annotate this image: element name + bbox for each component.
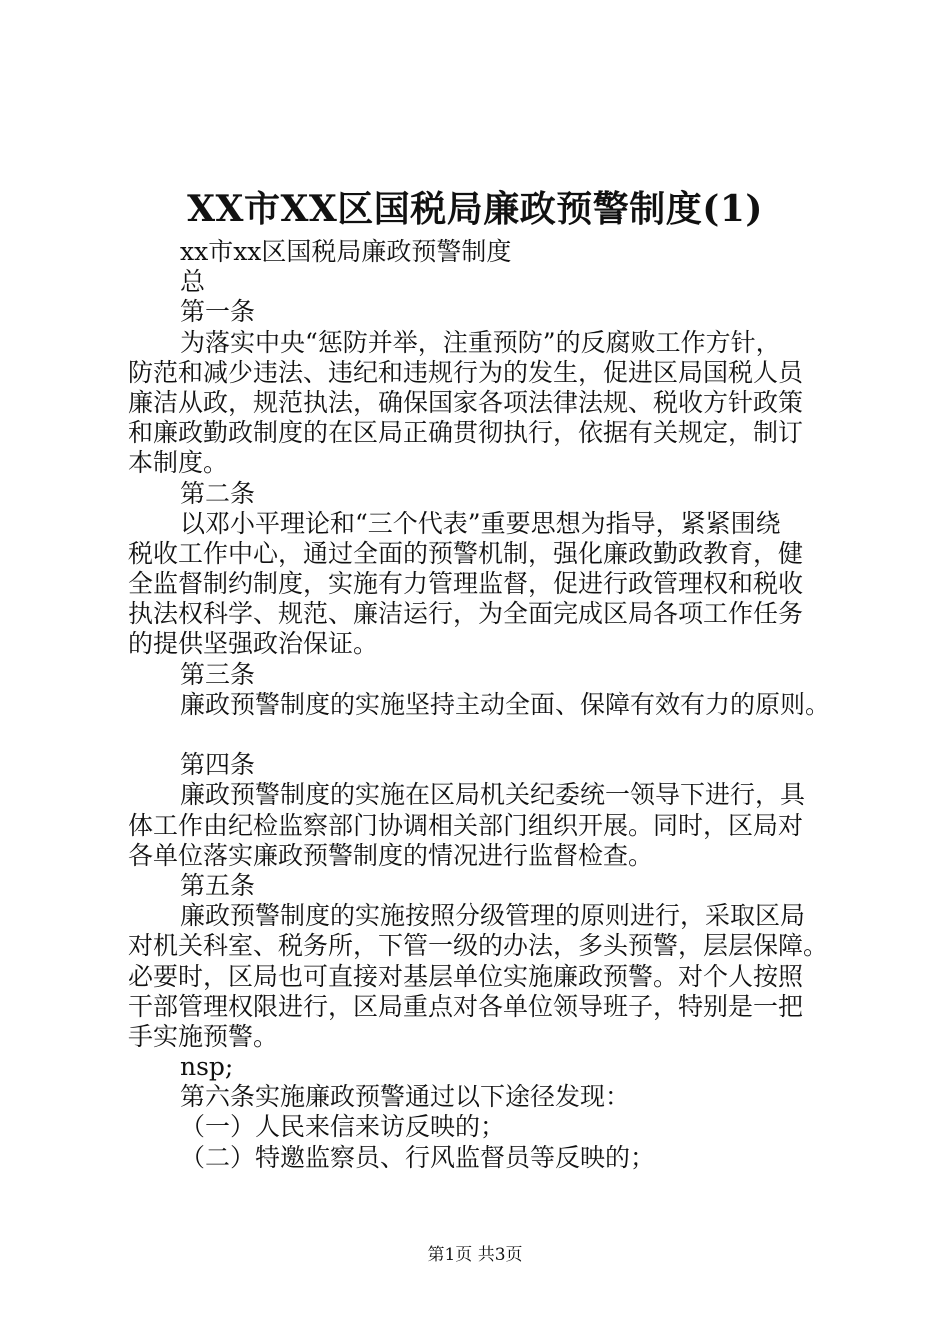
- article-heading: 第三条: [180, 659, 256, 689]
- document-title: XX市XX区国税局廉政预警制度(1): [187, 188, 763, 230]
- paragraph-line: 的提供坚强政治保证。: [128, 629, 379, 659]
- list-item: （二）特邀监察员、行风监督员等反映的；: [180, 1142, 656, 1172]
- article-heading: 第六条实施廉政预警通过以下途径发现：: [180, 1082, 631, 1112]
- page-footer: 第1页 共3页: [427, 1245, 523, 1265]
- paragraph-line: 廉洁从政，规范执法，确保国家各项法律法规、税收方针政策: [128, 387, 804, 417]
- paragraph-line: 防范和减少违法、违纪和违规行为的发生，促进区局国税人员: [128, 357, 804, 387]
- article-heading: 第二条: [180, 478, 256, 508]
- paragraph-line: 税收工作中心，通过全面的预警机制，强化廉政勤政教育，健: [128, 538, 804, 568]
- blank-line: [128, 720, 838, 750]
- paragraph-line: 必要时，区局也可直接对基层单位实施廉政预警。对个人按照: [128, 961, 804, 991]
- document-body: [128, 237, 838, 1173]
- paragraph-line: 执法权科学、规范、廉洁运行，为全面完成区局各项工作任务: [128, 599, 804, 629]
- article-heading: 第一条: [180, 297, 256, 327]
- paragraph-line: 干部管理权限进行，区局重点对各单位领导班子，特别是一把: [128, 991, 804, 1021]
- paragraph-line: 本制度。: [128, 448, 229, 478]
- paragraph-line: 全监督制约制度，实施有力管理监督，促进行政管理权和税收: [128, 569, 804, 599]
- paragraph-line: 以邓小平理论和“三个代表”重要思想为指导，紧紧围绕: [180, 508, 781, 538]
- article-heading: 第四条: [180, 750, 256, 780]
- section-heading: 总: [180, 267, 206, 297]
- article-heading: 第五条: [180, 870, 256, 900]
- paragraph-line: 廉政预警制度的实施在区局机关纪委统一领导下进行，具: [180, 780, 806, 810]
- list-item: （一）人民来信来访反映的；: [180, 1112, 506, 1142]
- paragraph-line: 廉政预警制度的实施按照分级管理的原则进行，采取区局: [180, 901, 806, 931]
- paragraph-line: 为落实中央“惩防并举，注重预防”的反腐败工作方针，: [180, 327, 781, 357]
- paragraph-line: 各单位落实廉政预警制度的情况进行监督检查。: [128, 840, 654, 870]
- paragraph-line: 和廉政勤政制度的在区局正确贯彻执行，依据有关规定，制订: [128, 418, 804, 448]
- paragraph-line: nsp;: [180, 1052, 234, 1082]
- paragraph-line: 体工作由纪检监察部门协调相关部门组织开展。同时，区局对: [128, 810, 804, 840]
- paragraph-line: 对机关科室、税务所，下管一级的办法，多头预警，层层保障。: [128, 931, 829, 961]
- paragraph-line: 廉政预警制度的实施坚持主动全面、保障有效有力的原则。: [180, 689, 831, 719]
- paragraph-line: 手实施预警。: [128, 1021, 279, 1051]
- subtitle-line: xx市xx区国税局廉政预警制度: [180, 237, 512, 266]
